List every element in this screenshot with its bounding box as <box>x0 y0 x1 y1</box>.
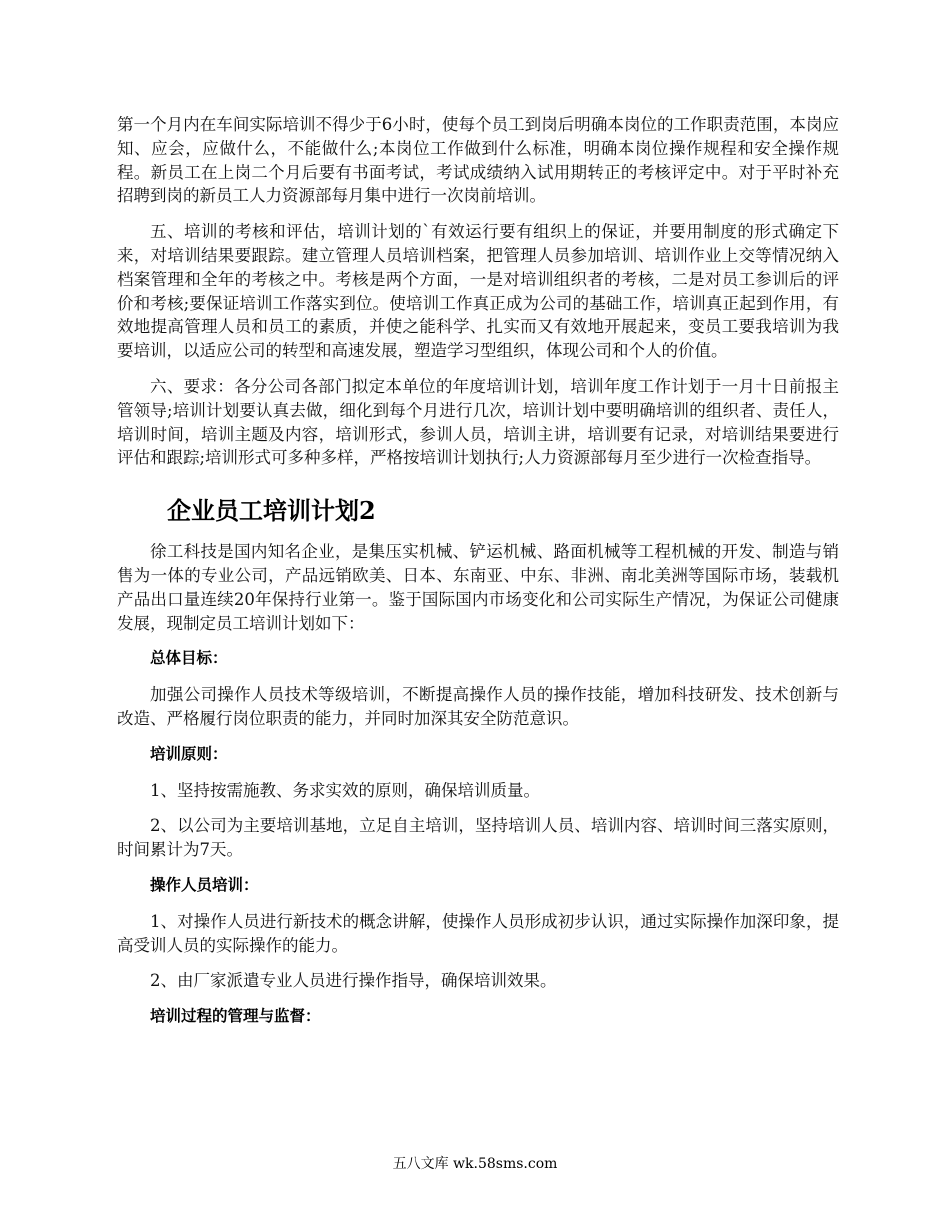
training-management-heading: 培训过程的管理与监督： <box>150 1007 321 1026</box>
overall-goal-text: 加强公司操作人员技术等级培训，不断提高操作人员的操作技能，增加科技研发、技术创新与改造、严格履行岗位职责的能力，并同时加深其安全防范意识。 <box>117 685 839 728</box>
overall-goal-heading: 总体目标： <box>150 649 228 668</box>
principle-item-2: 2、以公司为主要培训基地，立足自主培训，坚持培训人员、培训内容、培训时间三落实原则，时间累计为7天。 <box>117 816 839 860</box>
operator-training-heading: 操作人员培训： <box>150 875 259 894</box>
plan-two-heading: 企业员工培训计划2 <box>167 496 376 526</box>
training-principles-heading: 培训原则： <box>150 744 228 763</box>
section-five-paragraph: 五、培训的考核和评估，培训计划的`有效运行要有组织上的保证，并要用制度的形式确定下来，对培训结果要跟踪。建立管理人员培训档案，把管理人员参加培训、培训作业上交等情况纳入档案管理和全年的考核之中。考核是两个方面，一是对培训组织者的考核，二是对员工参训后的评价和考核;要保证培训工作落实到位。使培训工作真正成为公司的基础工作，培训真正起到作用，有效地提高管理人员和员工的素质，并使之能科学、扎实而又有效地开展起来，变员工要我培训为我要培训，以适应公司的转型和高速发展，塑造学习型组织，体现公司和个人的价值。 <box>117 222 839 361</box>
document-body <box>117 113 839 1041</box>
page-footer: 五八文库 wk.58sms.com <box>392 1156 558 1172</box>
operator-item-2: 2、由厂家派遣专业人员进行操作指导，确保培训效果。 <box>150 971 557 991</box>
principle-item-1: 1、坚持按需施教、务求实效的原则，确保培训质量。 <box>150 780 540 800</box>
section-six-paragraph: 六、要求：各分公司各部门拟定本单位的年度培训计划，培训年度工作计划于一月十日前报主管领导;培训计划要认真去做，细化到每个月进行几次，培训计划中要明确培训的组织者、责任人，培训时间，培训主题及内容，培训形式，参训人员，培训主讲，培训要有记录，对培训结果要进行评估和跟踪;培训形式可多种多样，严格按培训计划执行;人力资源部每月至少进行一次检查指导。 <box>117 376 839 468</box>
continued-paragraph: 第一个月内在车间实际培训不得少于6小时，使每个员工到岗后明确本岗位的工作职责范围，本岗应知、应会，应做什么，不能做什么;本岗位工作做到什么标准，明确本岗位操作规程和安全操作规程。新员工在上岗二个月后要有书面考试，考试成绩纳入试用期转正的考核评定中。对于平时补充招聘到岗的新员工人力资源部每月集中进行一次岗前培训。 <box>117 115 839 206</box>
intro-paragraph: 徐工科技是国内知名企业，是集压实机械、铲运机械、路面机械等工程机械的开发、制造与销售为一体的专业公司，产品远销欧美、日本、东南亚、中东、非洲、南北美洲等国际市场，装载机产品出口量连续20年保持行业第一。鉴于国际国内市场变化和公司实际生产情况，为保证公司健康发展，现制定员工培训计划如下： <box>117 542 839 633</box>
operator-item-1: 1、对操作人员进行新技术的概念讲解，使操作人员形成初步认识，通过实际操作加深印象，提高受训人员的实际操作的能力。 <box>117 911 839 955</box>
